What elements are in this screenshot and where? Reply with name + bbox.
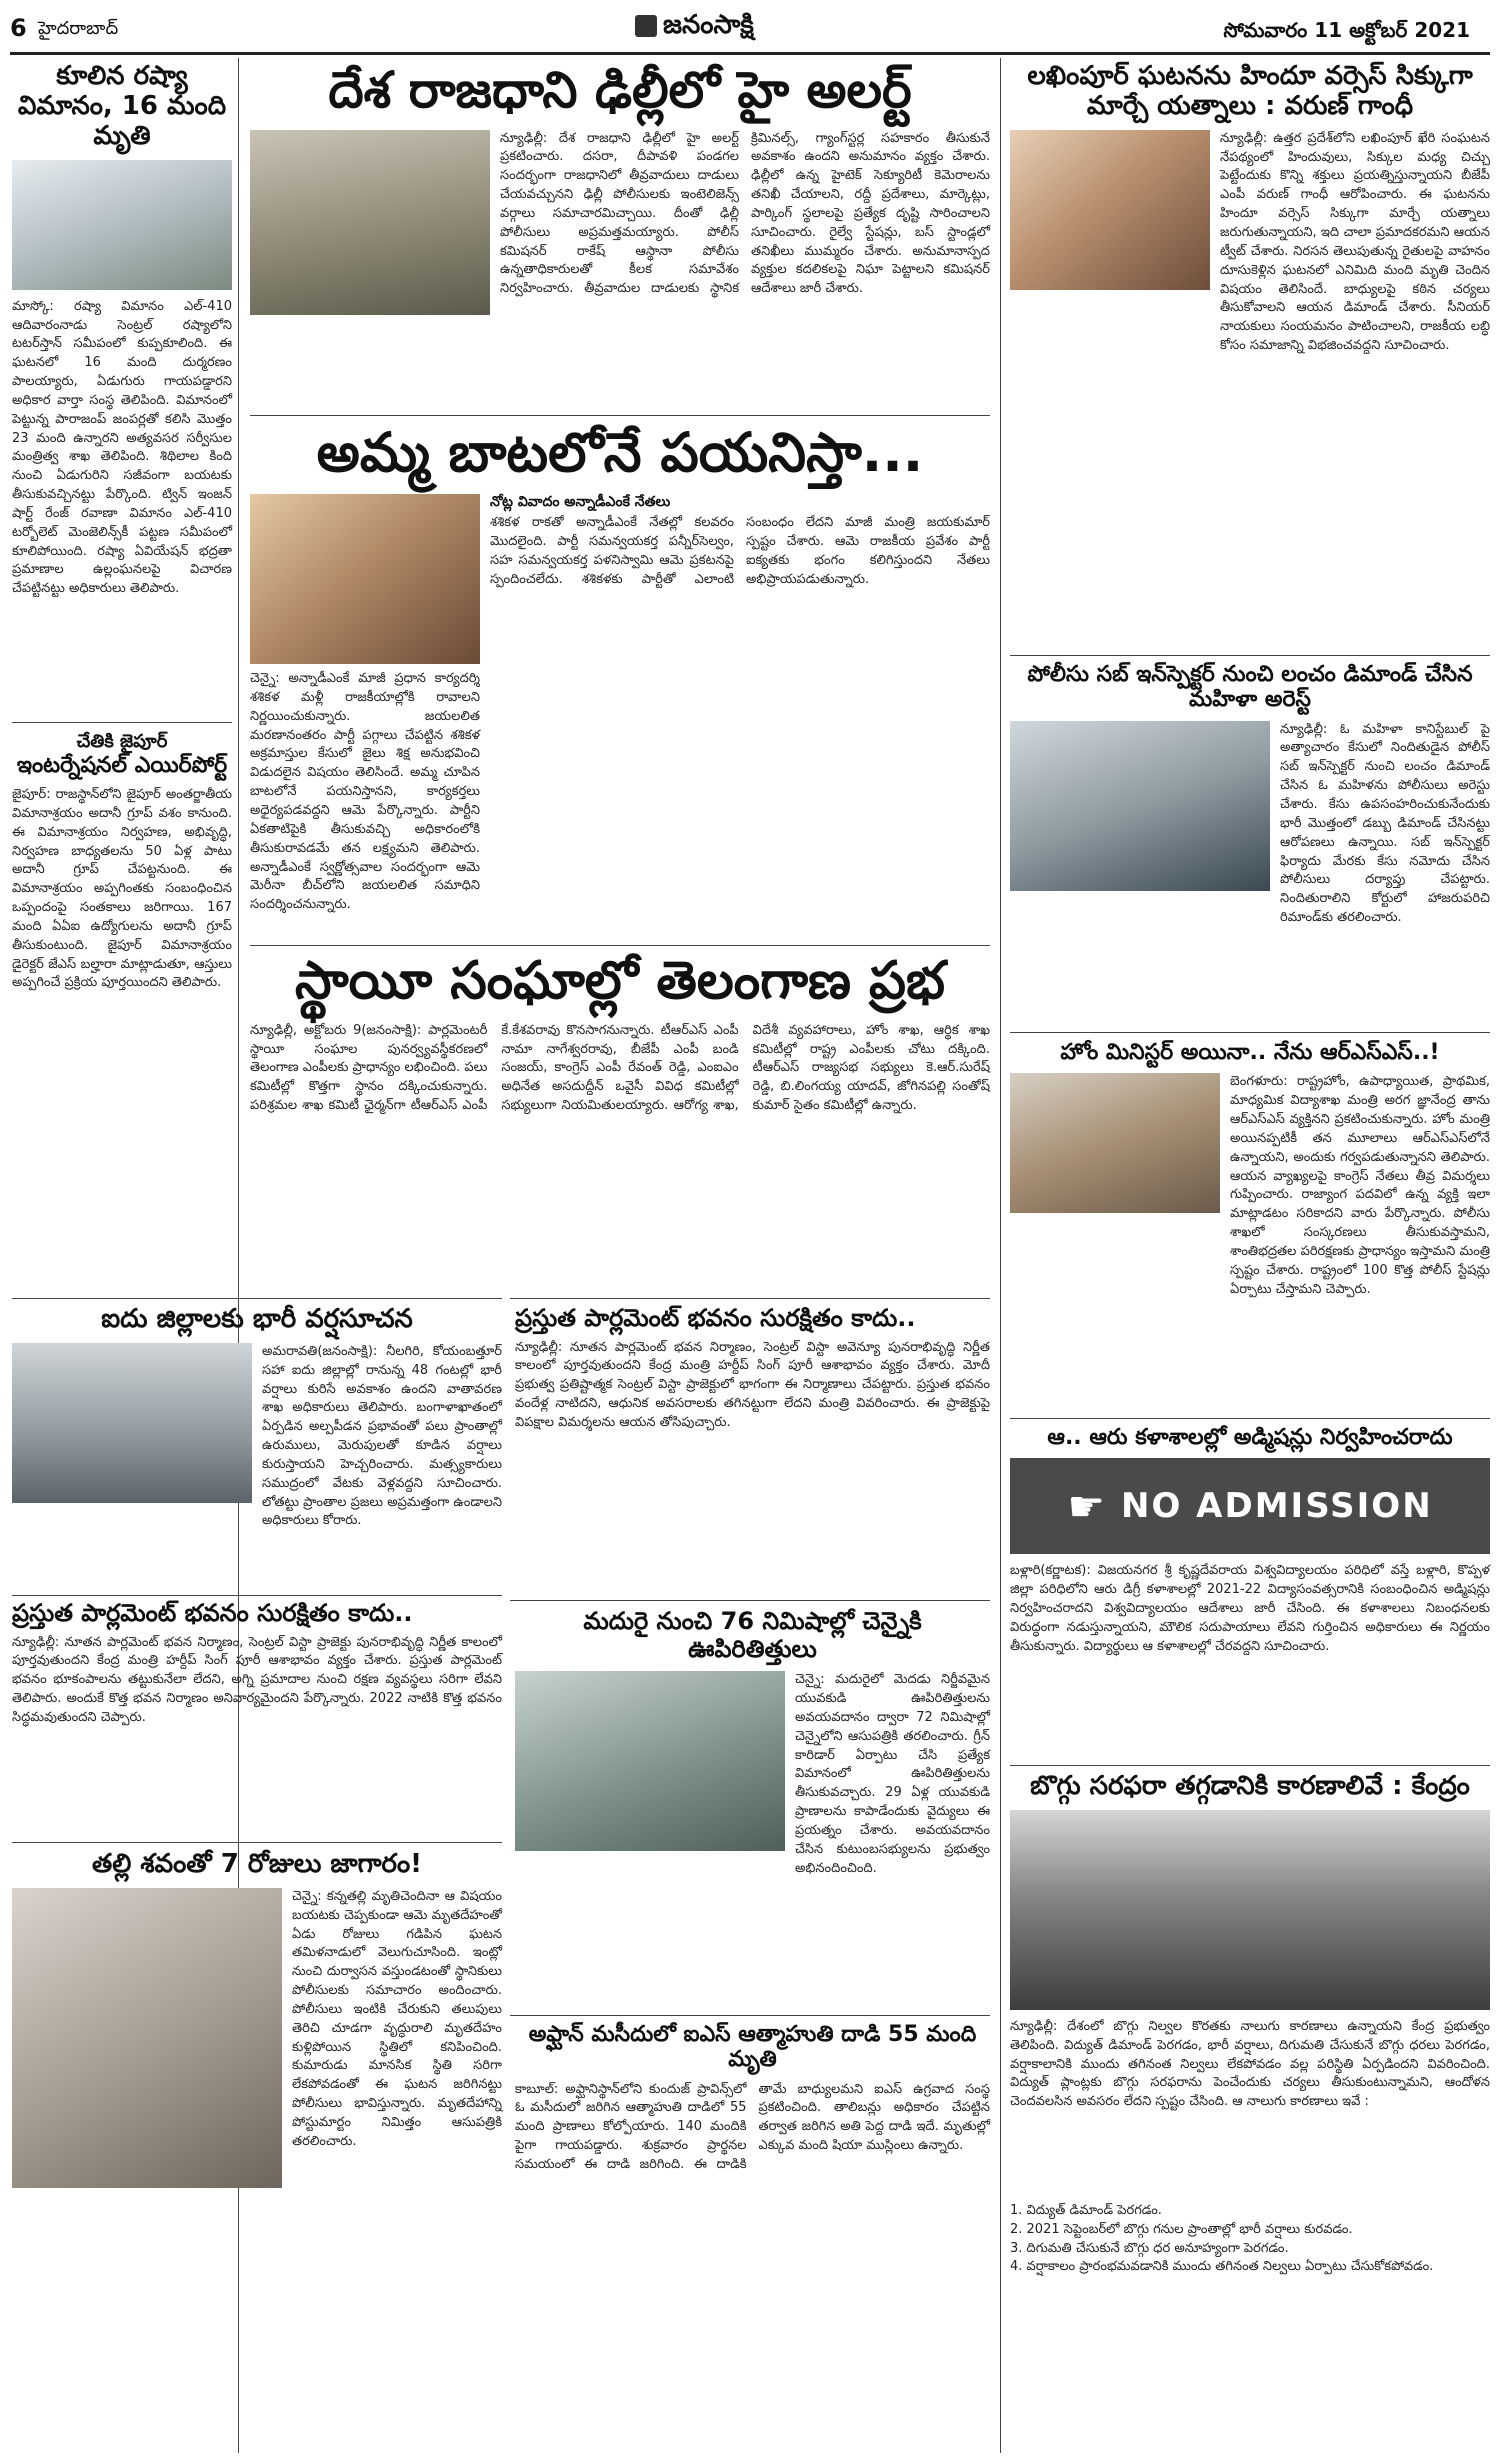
police-patrol-photo [250, 130, 490, 315]
coal-heap-photo [1010, 1810, 1490, 2010]
divider [1010, 1032, 1490, 1033]
divider [1010, 1765, 1490, 1766]
headline: ప్రస్తుత పార్లమెంట్ భవనం సురక్షితం కాదు.. [12, 1599, 413, 1627]
headline: దేశ రాజధాని ఢిల్లీలో హై అలర్ట్ [328, 61, 912, 119]
divider [1010, 1418, 1490, 1419]
list-item: 1. విద్యుత్ డిమాండ్ పెరగడం. [1010, 2202, 1162, 2218]
headline: ఐదు జిల్లాలకు భారీ వర్షసూచన [101, 1304, 413, 1334]
list-item: 3. దిగుమతి చేసుకునే బొగ్గు ధర అనూహ్యంగా పెరగడం. [1010, 2240, 1289, 2256]
subhead: నోట్ల వివాదం అన్నాడీఎంకే నేతలు [490, 494, 671, 511]
divider [12, 722, 232, 723]
article-body: చెన్నై: మదురైలో మెదడు నిర్జీవమైన యువకుడి ఊపిరితిత్తులను అవయవదానం ద్వారా 72 నిమిషాల్లో చెన్నైలోని ఆసుపత్రికి తరలించారు. గ్రీన్ కారిడార్ ఏర్పాటు చేసి ప్రత్యేక విమానంలో ఊపిరితిత్తులను తీసుకువచ్చారు. 29 ఏళ్ల యువకుడి ప్రాణాలను కాపాడేందుకు వైద్యులు ఈ ప్రయత్నం చేశారు. అవయవదానం చేసిన కుటుంబసభ్యులను ప్రభుత్వం అభినందించింది. [795, 1672, 990, 1876]
article-body: బళ్లారి(కర్ణాటక): విజయనగర శ్రీ కృష్ణదేవరాయ విశ్వవిద్యాలయం పరిధిలో వస్తే బళ్లారి, కొప్పళ జిల్లా పరిధిలోని ఆరు డిగ్రీ కళాశాలల్లో 2021-22 విద్యాసంవత్సరానికి సంబంధించిన అడ్మిషన్లు నిర్వహించరాదని విశ్వవిద్యాలయం ఆదేశాలు జారీ చేసింది. ఈ కళాశాలలు నిబంధనలకు విరుద్ధంగా నడుస్తున్నాయని, మౌలిక సదుపాయాలు లేవని గుర్తించిన అధికారులు ఈ నిర్ణయం తీసుకున్నారు. విద్యార్థులు ఆ కళాశాలల్లో చేరవద్దని సూచించారు. [1010, 1563, 1490, 1654]
divider [250, 415, 990, 416]
article-parliament-mid [515, 1305, 990, 1599]
ambulance-photo [515, 1671, 785, 1851]
headline: తల్లి శవంతో 7 రోజులు జాగారం! [91, 1849, 422, 1879]
article-delhi-alert [250, 62, 990, 335]
headline: పోలీసు సబ్ ఇన్‌స్పెక్టర్ నుంచి లంచం డిమాండ్ చేసిన మహిళా అరెస్ట్ [1027, 662, 1473, 713]
kicker: చేతికి జైపూర్ [76, 731, 168, 752]
article-jaipur [12, 732, 232, 1296]
rain-photo [12, 1343, 252, 1503]
article-body: న్యూఢిల్లీ: ఓ మహిళా కానిస్టేబుల్ పై అత్యాచారం కేసులో నిందితుడైన పోలీస్ సబ్ ఇన్‌స్పెక్టర్ నుంచి లంచం డిమాండ్ చేసిన ఓ మహిళను పోలీసులు అరెస్టు చేశారు. కేసు ఉపసంహరించుకునేందుకు భారీ మొత్తంలో డబ్బు డిమాండ్ చేసినట్టు ఆరోపణలు ఉన్నాయి. సబ్ ఇన్‌స్పెక్టర్ ఫిర్యాదు మేరకు కేసు నమోదు చేసిన పోలీసులు దర్యాప్తు చేపట్టారు. నిందితురాలిని కోర్టులో హాజరుపరిచి రిమాండ్‌కు తరలించారు. [1280, 721, 1490, 926]
headline: కూలిన రష్యా విమానం, 16 మంది మృతి [17, 61, 227, 151]
article-body: బెంగళూరు: రాష్ట్రహోం, ఉపాధ్యాయిత, ప్రాథమిక, మాధ్యమిక విద్యాశాఖ మంత్రి అరగ జ్ఞానేంద్ర తాను ఆర్‌ఎస్‌ఎస్ వ్యక్తినని ప్రకటించుకున్నారు. హోం మంత్రి అయినప్పటికీ తన మూలాలు ఆర్‌ఎస్‌ఎస్‌లోనే ఉన్నాయని, అందుకు గర్వపడుతున్నానని తెలిపారు. ఆయన వ్యాఖ్యలపై కాంగ్రెస్ నేతలు తీవ్ర విమర్శలు గుప్పించారు. రాజ్యాంగ పదవిలో ఉన్న వ్యక్తి ఇలా మాట్లాడటం సరికాదని వారు పేర్కొన్నారు. పోలీసు శాఖలో సంస్కరణలు తీసుకువస్తామని, శాంతిభద్రతల పరిరక్షణకు ప్రాధాన్యం ఇస్తామని మంత్రి స్పష్టం చేశారు. రాష్ట్రంలో 100 కొత్త పోలీస్ స్టేషన్లు ఏర్పాటు చేస్తామని చెప్పారు. [1230, 1074, 1490, 1297]
article-body: న్యూఢిల్లీ, అక్టోబరు 9(జనంసాక్షి): పార్లమెంటరీ స్థాయీ సంఘాల పునర్వ్యవస్థీకరణలో తెలంగాణ ఎంపీలకు ప్రాధాన్యం లభించింది. పలు కమిటీల్లో కొత్తగా స్థానం దక్కించుకున్నారు. పరిశ్రమల శాఖ కమిటీ ఛైర్మన్‌గా టీఆర్‌ఎస్ ఎంపీ కే.కేశవరావు కొనసాగనున్నారు. టీఆర్‌ఎస్ ఎంపీ నామా నాగేశ్వరరావు, బీజేపీ ఎంపీ బండి సంజయ్, కాంగ్రెస్ ఎంపీ రేవంత్ రెడ్డి, ఎంఐఎం అధినేత అసదుద్దీన్ ఒవైసీ వివిధ కమిటీల్లో సభ్యులుగా నియమితులయ్యారు. ఆరోగ్య శాఖ, విదేశీ వ్యవహారాలు, హోం శాఖ, ఆర్థిక శాఖ కమిటీల్లో రాష్ట్ర ఎంపీలకు చోటు దక్కింది. టీఆర్‌ఎస్ రాజ్యసభ సభ్యులు కె.ఆర్.సురేష్ రెడ్డి, బి.లింగయ్య యాదవ్, జోగినపల్లి సంతోష్ కుమార్ సైతం కమిటీల్లో ఉన్నారు. [250, 1022, 990, 1114]
plane-crash-photo [12, 160, 232, 290]
headline: ఇంటర్నేషనల్ ఎయిర్‌పోర్ట్ [16, 752, 228, 778]
article-amma [250, 421, 990, 913]
divider [250, 945, 990, 946]
article-body: కాబూల్: అఫ్ఘానిస్థాన్‌లోని కుందుజ్ ప్రావిన్స్‌లో ఓ మసీదులో జరిగిన ఆత్మాహుతి దాడిలో 55 మంది ప్రాణాలు కోల్పోయారు. 140 మందికి పైగా గాయపడ్డారు. శుక్రవారం ప్రార్థనల సమయంలో ఈ దాడి జరిగింది. ఈ దాడికి తామే బాధ్యులమని ఐఎస్ ఉగ్రవాద సంస్థ ప్రకటించింది. తాలిబన్లు అధికారం చేపట్టిన తర్వాత జరిగిన అతి పెద్ద దాడి ఇదే. మృతుల్లో ఎక్కువ మంది షియా ముస్లింలు ఉన్నారు. [515, 2081, 990, 2172]
headline: హోం మినిస్టర్ అయినా.. నేను ఆర్‌ఎస్‌ఎస్‌..! [1060, 1040, 1440, 1065]
masthead-logo [635, 10, 754, 46]
article-mother [12, 1850, 502, 2428]
article-body: న్యూఢిల్లీ: ఉత్తర ప్రదేశ్‌లోని లఖింపూర్ ఖేరి సంఘటన నేపథ్యంలో హిందువులు, సిక్కుల మధ్య చిచ్చు పెట్టేందుకు కొన్ని శక్తులు ప్రయత్నిస్తున్నాయని బీజేపీ ఎంపీ వరుణ్ గాంధీ ఆరోపించారు. ఈ ఘటనను హిందూ వర్సెస్ సిక్కుగా మార్చే యత్నాలు జరుగుతున్నాయని, ఇది చాలా ప్రమాదకరమని ఆయన ట్వీట్ చేశారు. నిరసన తెలుపుతున్న రైతులపై వాహనం దూసుకెళ్లిన ఘటనలో ఎనిమిది మంది మృతి చెందిన విషయం తెలిసిందే. బాధ్యులపై కఠిన చర్యలు తీసుకోవాలని ఆయన డిమాండ్ చేశారు. సీనియర్ నాయకులు సంయమనం పాటించాలని, రాజకీయ లబ్ధి కోసం సమాజాన్ని విభజించవద్దని సూచించారు. [1220, 130, 1490, 354]
logo-text: జనంసాక్షి [663, 10, 754, 40]
article-madurai [515, 1608, 990, 1971]
banner-text: NO ADMISSION [1120, 1486, 1433, 1527]
divider [510, 1298, 990, 1299]
sasikala-photo [250, 494, 480, 664]
press-meet-photo [1010, 1073, 1220, 1213]
article-coal [1010, 1772, 1490, 2277]
list-item: 4. వర్షాకాలం ప్రారంభమవడానికి ముందు తగినంత నిల్వలు ఏర్పాటు చేసుకోకపోవడం. [1010, 2259, 1434, 2275]
varun-gandhi-photo [1010, 130, 1210, 290]
headline: అమ్మ బాటలోనే పయనిస్తా... [316, 421, 924, 484]
divider [510, 2015, 990, 2016]
police-photo [1010, 721, 1270, 891]
article-rains [12, 1305, 502, 1583]
pointing-hand-icon: ☛ [1067, 1481, 1105, 1531]
article-body: న్యూఢిల్లీ: దేశ రాజధాని ఢిల్లీలో హై అలర్ట్ ప్రకటించారు. దసరా, దీపావళి పండగల సందర్భంగా రాజధానిలో తీవ్రవాదులు దాడులు చేయవచ్చునని ఢిల్లీ పోలీసులకు ఇంటెలిజెన్స్ వర్గాలు సమాచారమిచ్చాయి. దీంతో ఢిల్లీ పోలీసులు అప్రమత్తమయ్యారు. పోలీస్ కమిషనర్ రాకేష్ ఆస్థానా పోలీసు ఉన్నతాధికారులతో కీలక సమావేశం నిర్వహించారు. తీవ్రవాదుల దాడులకు స్థానిక క్రిమినల్స్, గ్యాంగ్‌స్టర్ల సహకారం తీసుకునే అవకాశం ఉందని అనుమానం వ్యక్తం చేశారు. ఢిల్లీలో ఉన్న హైటెక్ సెక్యూరిటీ కెమెరాలను తనిఖీ చేయాలని, రద్దీ ప్రదేశాలు, మార్కెట్లు, పార్కింగ్ స్థలాలపై ప్రత్యేక దృష్టి సారించాలని సూచించారు. రైల్వే స్టేషన్లు, బస్ స్టాండ్లలో తనిఖీలు ముమ్మరం చేశారు. అనుమానాస్పద వ్యక్తుల కదలికలపై నిఘా పెట్టాలని కమిషనర్ ఆదేశాలు జారీ చేశారు. [500, 130, 990, 297]
headline: బొగ్గు సరఫరా తగ్గడానికి కారణాలివే : కేంద్రం [1030, 1771, 1470, 1801]
article-body: చెన్నై: కన్నతల్లి మృతిచెందినా ఆ విషయం బయటకు చెప్పకుండా ఆమె మృతదేహంతో ఏడు రోజులు గడిపిన ఘటన తమిళనాడులో వెలుగుచూసింది. ఇంట్లో నుంచి దుర్వాసన వస్తుండటంతో స్థానికులు పోలీసులకు సమాచారం అందించారు. పోలీసులు ఇంటికి చేరుకుని తలుపులు తెరిచి చూడగా వృద్ధురాలి మృతదేహం కుళ్లిపోయిన స్థితిలో కనిపించింది. కుమారుడు మానసిక స్థితి సరిగా లేకపోవడంతో ఈ ఘటన జరిగినట్టు పోలీసులు భావిస్తున్నారు. మృతదేహాన్ని పోస్టుమార్టం నిమిత్తం ఆసుపత్రికి తరలించారు. [292, 1888, 502, 2149]
divider [12, 1298, 502, 1299]
headline: అఫ్ఘాన్ మసీదులో ఐఎస్ ఆత్మాహుతి దాడి 55 మంది మృతి [528, 2022, 977, 2073]
divider [1010, 655, 1490, 656]
column-rule [1000, 58, 1001, 2453]
coal-points-list [1010, 2202, 1490, 2277]
article-body-2: శశికళ రాకతో అన్నాడీఎంకే నేతల్లో కలవరం మొదలైంది. పార్టీ సమన్వయకర్త పన్నీర్‌సెల్వం, సహ సమన్వయకర్త పళనిస్వామి ఆమె ప్రకటనపై స్పందించలేదు. శశికళకు పార్టీతో ఎలాంటి సంబంధం లేదని మాజీ మంత్రి జయకుమార్ స్పష్టం చేశారు. ఆమె రాజకీయ ప్రవేశం పార్టీ ఐక్యతకు భంగం కలిగిస్తుందని నేతలు అభిప్రాయపడుతున్నారు. [490, 515, 990, 587]
headline: స్థాయీ సంఘాల్లో తెలంగాణ ప్రభ [294, 951, 946, 1011]
article-police [1010, 662, 1490, 1011]
edition-date: సోమవారం 11 అక్టోబర్ 2021 [1223, 18, 1470, 42]
divider [12, 1595, 502, 1596]
list-item: 2. 2021 సెప్టెంబర్‌లో బొగ్గు గనుల ప్రాంతాల్లో భారీ వర్షాలు కురవడం. [1010, 2221, 1353, 2237]
article-body: న్యూఢిల్లీ: నూతన పార్లమెంట్ భవన నిర్మాణం, సెంట్రల్ విస్టా ప్రాజెక్టు పునరాభివృద్ధి నిర్ణీత కాలంలో పూర్తవుతుందని కేంద్ర మంత్రి హర్దీప్ సింగ్ పూరీ ఆశాభావం వ్యక్తం చేశారు. ప్రస్తుత పార్లమెంట్ భవనం భూకంపాలను తట్టుకునేలా లేదని, అగ్ని ప్రమాదాల నుంచి రక్షణ వ్యవస్థలు సరిగా లేవని తెలిపారు. అందుకే కొత్త భవన నిర్మాణం అనివార్యమైందని పేర్కొన్నారు. 2022 నాటికి కొత్త భవనం సిద్ధమవుతుందని చెప్పారు. [12, 1634, 502, 1725]
article-body: న్యూఢిల్లీ: నూతన పార్లమెంట్ భవన నిర్మాణం, సెంట్రల్ విస్టా అవెన్యూ పునరాభివృద్ధి నిర్ణీత కాలంలో పూర్తవుతుందని కేంద్ర మంత్రి హర్దీప్ సింగ్ పూరీ ఆశాభావం వ్యక్తం చేశారు. మోదీ ప్రభుత్వ ప్రతిష్టాత్మక సెంట్రల్ విస్టా ప్రాజెక్టులో భాగంగా ఈ నిర్మాణాలు చేపట్టారు. ప్రస్తుత భవనం వందేళ్ల నాటిదని, ఆధునిక అవసరాలకు తగినట్టుగా లేదని మంత్రి వివరించారు. ఈ ప్రాజెక్టుపై విపక్షాల విమర్శలను ఆయన తోసిపుచ్చారు. [515, 1339, 990, 1430]
article-afghan [515, 2022, 990, 2461]
article-telangana [250, 952, 990, 1272]
article-body: చెన్నై: అన్నాడీఎంకే మాజీ ప్రధాన కార్యదర్శి శశికళ మళ్లీ రాజకీయాల్లోకి రావాలని నిర్ణయించుకున్నారు. జయలలిత మరణానంతరం పార్టీ పగ్గాలు చేపట్టిన శశికళ అక్రమాస్తుల కేసులో జైలు శిక్ష అనుభవించి విడుదలైన విషయం తెలిసిందే. అమ్మ చూపిన బాటలోనే పయనిస్తానని, కార్యకర్తలు అధైర్యపడవద్దని ఆమె పేర్కొన్నారు. పార్టీని ఏకతాటిపైకి తీసుకువచ్చి అధికారంలోకి తీసుకురావడమే తన లక్ష్యమని తెలిపారు. అన్నాడీఎంకే స్వర్ణోత్సవాల సందర్భంగా ఆమె మెరీనా బీచ్‌లోని జయలలిత సమాధిని సందర్శించనున్నారు. [250, 671, 480, 913]
headline: మదురై నుంచి 76 నిమిషాల్లో చెన్నైకి ఊపిరితిత్తులు [583, 1607, 922, 1663]
city-label: హైదరాబాద్ [38, 18, 119, 39]
page-header [10, 8, 1490, 55]
headline: ఆ.. ఆరు కళాశాలల్లో అడ్మిషన్లు నిర్వహించరాదు [1047, 1425, 1453, 1450]
headline: లఖింపూర్ ఘటనను హిందూ వర్సెస్ సిక్కుగా మార్చే యత్నాలు : వరుణ్ గాంధీ [1027, 61, 1473, 121]
article-russia-crash [12, 62, 232, 718]
divider [12, 1842, 502, 1843]
article-body: జైపూర్: రాజస్థాన్‌లోని జైపూర్ అంతర్జాతీయ విమానాశ్రయం అదానీ గ్రూప్ వశం కానుంది. ఈ విమానాశ్రయం నిర్వహణ, అభివృద్ధి, నిర్వహణ బాధ్యతలను 50 ఏళ్ల పాటు అదానీ గ్రూప్ చేపట్టనుంది. ఈ విమానాశ్రయం అప్పగింతకు సంబంధించిన ఒప్పందంపై సంతకాలు జరిగాయి. 167 మంది ఏఏఐ ఉద్యోగులను అదానీ గ్రూప్ తీసుకుంటుంది. జైపూర్ విమానాశ్రయం డైరెక్టర్ జేఎస్ బల్హారా మాట్లాడుతూ, ఆస్తులు అప్పగించే ప్రక్రియ పూర్తయిందని తెలిపారు. [12, 786, 232, 991]
page-number: 6 [10, 14, 27, 42]
headline: ప్రస్తుత పార్లమెంట్ భవనం సురక్షితం కాదు.. [515, 1304, 916, 1332]
logo-icon [635, 15, 657, 37]
article-parliament-left [12, 1600, 502, 1834]
article-body: న్యూఢిల్లీ: దేశంలో బొగ్గు నిల్వల కొరతకు నాలుగు కారణాలు ఉన్నాయని కేంద్ర ప్రభుత్వం తెలిపింది. విద్యుత్ డిమాండ్ పెరగడం, భారీ వర్షాలు, దిగుమతి చేసుకునే బొగ్గు ధరలు పెరగడం, వర్షాకాలానికి ముందు తగినంత నిల్వలు లేకపోవడం వల్ల పరిస్థితి ఏర్పడిందని వివరించింది. విద్యుత్ ప్లాంట్లకు బొగ్గు సరఫరాను పెంచేందుకు చర్యలు తీసుకుంటున్నామని, ఆందోళన చెందవలసిన అవసరం లేదని స్పష్టం చేసింది. ఆ నాలుగు కారణాలు ఇవే : [1010, 2018, 1490, 2110]
hand-photo [12, 1888, 282, 2188]
divider [510, 1600, 990, 1601]
no-admission-banner [1010, 1458, 1490, 1554]
article-body: అమరావతి(జనంసాక్షి): నీలగిరి, కోయంబత్తూర్ సహా ఐదు జిల్లాల్లో రానున్న 48 గంటల్లో భారీ వర్షాలు కురిసే అవకాశం ఉందని వాతావరణ శాఖ అధికారులు తెలిపారు. బంగాళాఖాతంలో ఏర్పడిన అల్పపీడన ప్రభావంతో పలు ప్రాంతాల్లో ఉరుములు, మెరుపులతో కూడిన వర్షాలు కురుస్తాయని హెచ్చరించారు. మత్స్యకారులు సముద్రంలో వేటకు వెళ్లవద్దని సూచించారు. లోతట్టు ప్రాంతాల ప్రజలు అప్రమత్తంగా ఉండాలని అధికారులు కోరారు. [262, 1343, 502, 1529]
article-home-minister [1010, 1040, 1490, 1433]
article-body: మాస్కో: రష్యా విమానం ఎల్‌-410 ఆదివారంనాడు సెంట్రల్ రష్యాలోని టటర్‌స్తాన్ సమీపంలో కుప్పకూలింది. ఈ ఘటనలో 16 మంది దుర్మరణం పాలయ్యారు, ఏడుగురు గాయపడ్డారని అధికార వార్తా సంస్థ తెలిపింది. విమానంలో పెట్టున్న పారాజంప్ జంపర్లతో కలిసి మొత్తం 23 మంది ఉన్నారని అత్యవసర సర్వీసుల మంత్రిత్వ శాఖ తెలిపింది. శిథిలాల కింది నుంచి ఏడుగురిని సజీవంగా బయటకు తీసుకువచ్చినట్టు పేర్కొంది. ట్విన్ ఇంజన్ షార్ట్ రేంజ్ రవాణా విమానం ఎల్‌-410 టర్బోలెట్ మెంజెలిన్స్‌కీ పట్టణ సమీపంలో కూలిపోయింది. రష్యా ఏవియేషన్ భద్రతా ప్రమాణాల ఉల్లంఘనలపై విచారణ చేపట్టినట్టు అధికారులు తెలిపారు. [12, 298, 232, 597]
article-varun [1010, 62, 1490, 600]
article-admission [1010, 1425, 1490, 1772]
